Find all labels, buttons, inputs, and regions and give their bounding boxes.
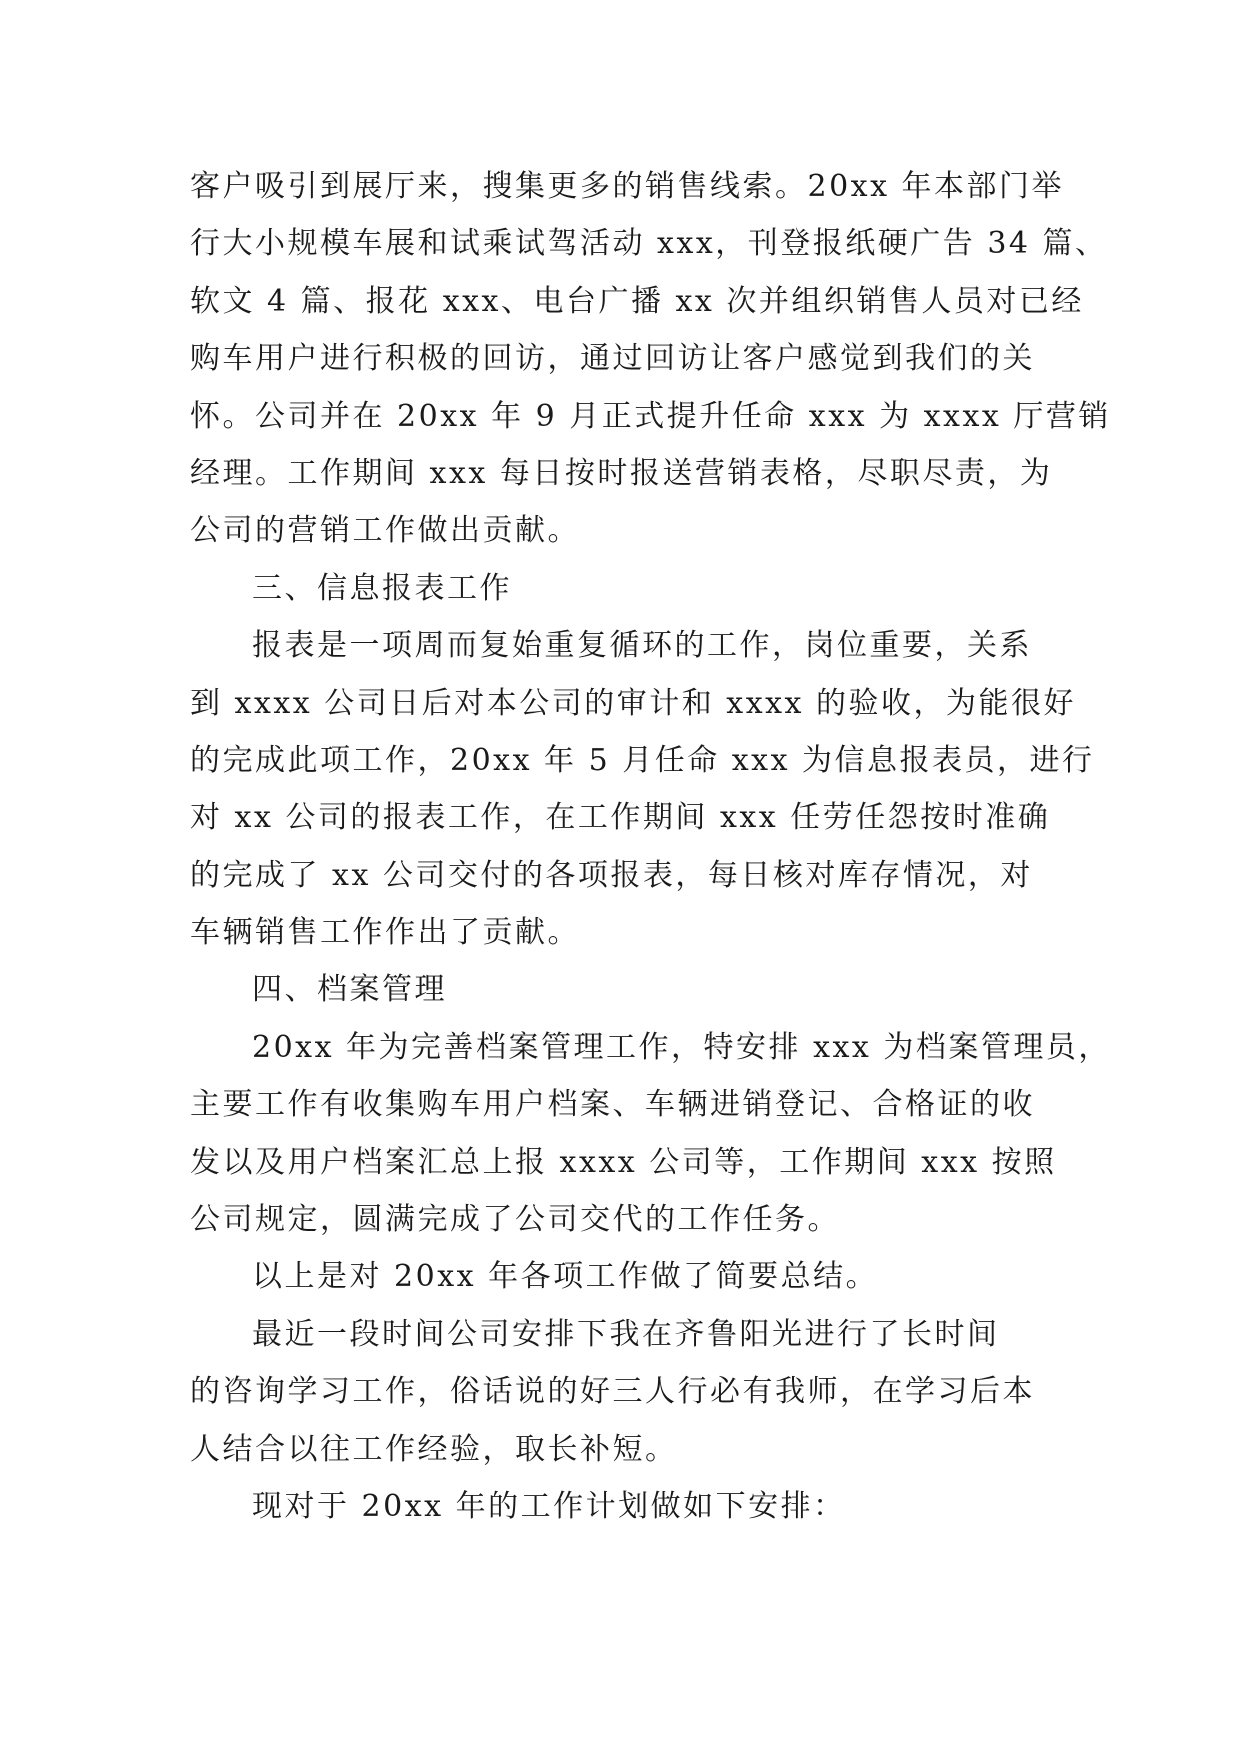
section-heading: 四、档案管理 [252, 972, 447, 1008]
paragraph-line: 公司的营销工作做出贡献。 [190, 513, 580, 549]
paragraph-line: 车辆销售工作作出了贡献。 [190, 915, 580, 951]
paragraph-line: 最近一段时间公司安排下我在齐鲁阳光进行了长时间 [252, 1316, 1000, 1352]
document-body [190, 158, 1111, 1535]
paragraph-line: 怀。公司并在 20xx 年 9 月正式提升任命 xxx 为 xxxx 厅营销 [190, 398, 1111, 434]
paragraph-line: 20xx 年为完善档案管理工作，特安排 xxx 为档案管理员， [252, 1029, 1111, 1065]
paragraph-line: 行大小规模车展和试乘试驾活动 xxx，刊登报纸硬广告 34 篇、 [190, 226, 1108, 262]
paragraph-line: 现对于 20xx 年的工作计划做如下安排： [252, 1488, 846, 1524]
paragraph-line: 主要工作有收集购车用户档案、车辆进销登记、合格证的收 [190, 1087, 1035, 1123]
paragraph-line: 购车用户进行积极的回访，通过回访让客户感觉到我们的关 [190, 341, 1035, 377]
paragraph-line: 发以及用户档案汇总上报 xxxx 公司等，工作期间 xxx 按照 [190, 1144, 1057, 1180]
paragraph-line: 人结合以往工作经验，取长补短。 [190, 1431, 678, 1467]
paragraph-line: 客户吸引到展厅来，搜集更多的销售线索。20xx 年本部门举 [190, 169, 1065, 204]
paragraph-line: 报表是一项周而复始重复循环的工作，岗位重要，关系 [252, 628, 1032, 664]
paragraph-line: 经理。工作期间 xxx 每日按时报送营销表格，尽职尽责，为 [190, 455, 1053, 491]
paragraph-line: 以上是对 20xx 年各项工作做了简要总结。 [252, 1259, 879, 1295]
section-heading: 三、信息报表工作 [252, 570, 512, 606]
paragraph-line: 的咨询学习工作，俗话说的好三人行必有我师，在学习后本 [190, 1374, 1035, 1410]
paragraph-line: 对 xx 公司的报表工作，在工作期间 xxx 任劳任怨按时准确 [190, 800, 1051, 836]
paragraph-line: 到 xxxx 公司日后对本公司的审计和 xxxx 的验收，为能很好 [190, 685, 1076, 721]
paragraph-line: 的完成此项工作，20xx 年 5 月任命 xxx 为信息报表员，进行 [190, 742, 1095, 778]
paragraph-line: 的完成了 xx 公司交付的各项报表，每日核对库存情况，对 [190, 857, 1033, 893]
paragraph-line: 公司规定，圆满完成了公司交代的工作任务。 [190, 1202, 840, 1238]
paragraph-line: 软文 4 篇、报花 xxx、电台广播 xx 次并组织销售人员对已经 [190, 283, 1084, 319]
